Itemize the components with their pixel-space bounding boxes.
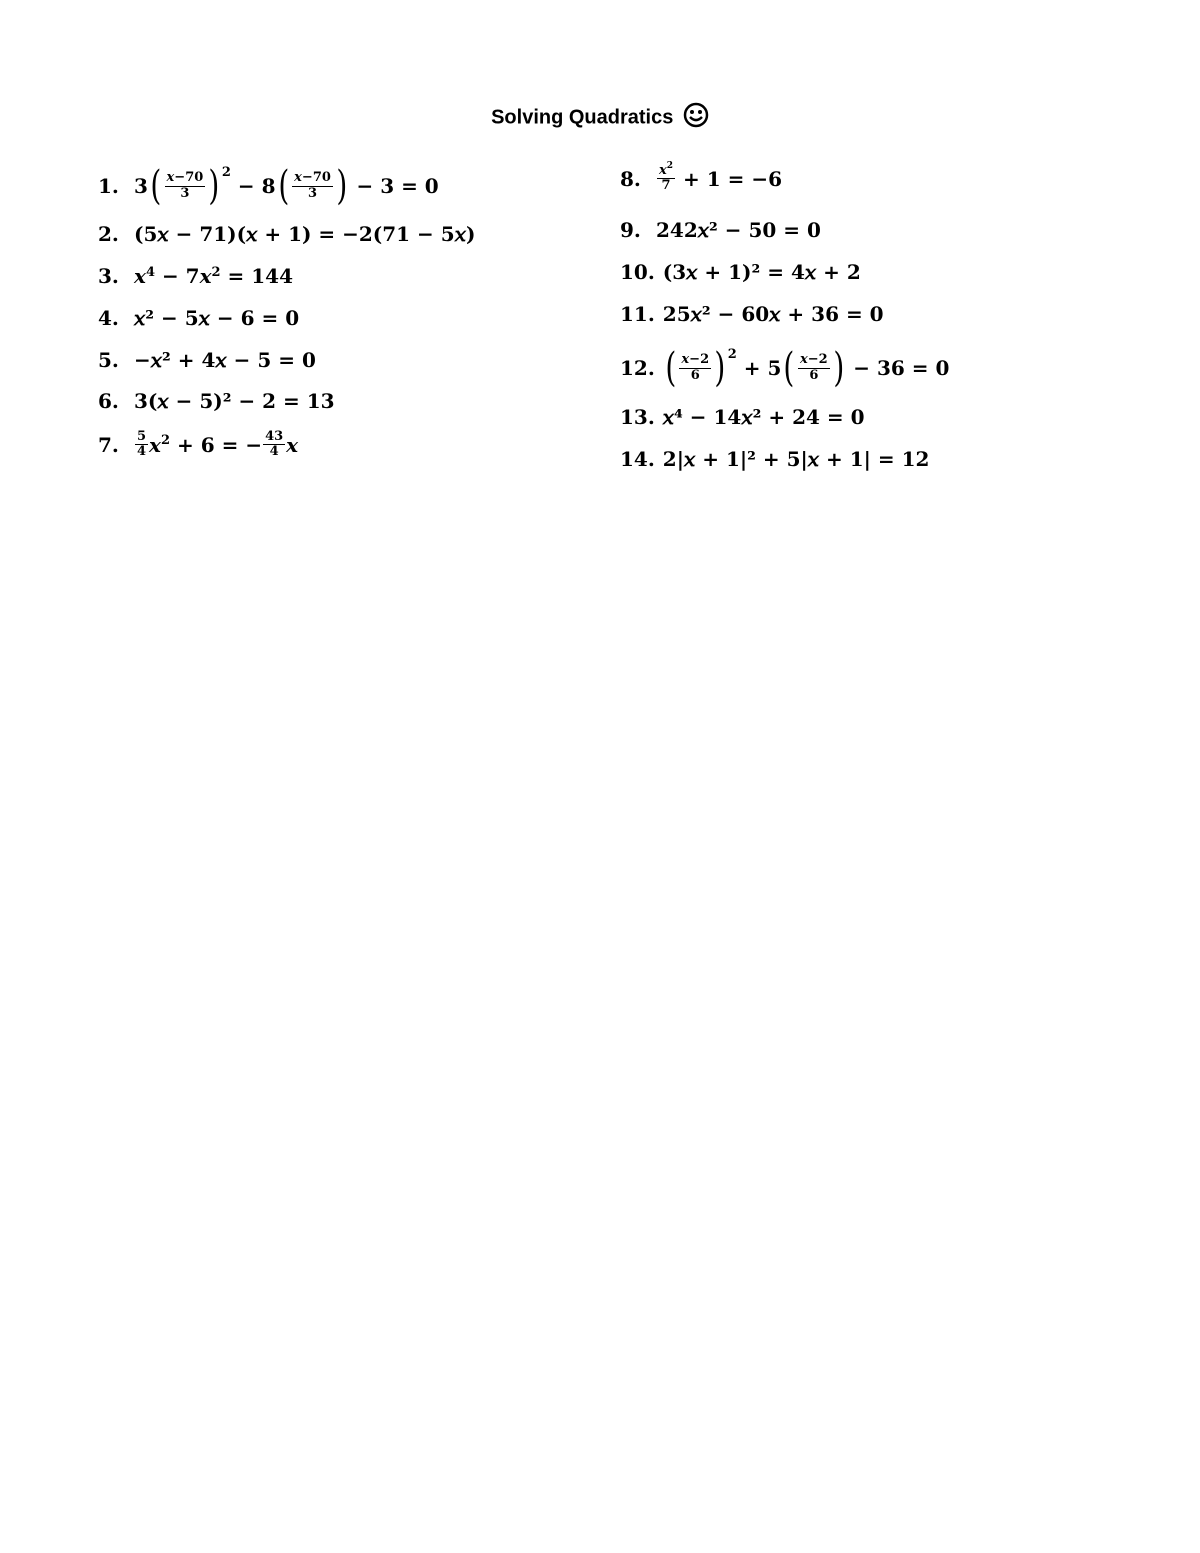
problem-9 (620, 218, 821, 242)
problem-5 (98, 348, 316, 372)
equation: 3 ( $\frac{x-70}{3}$ ) $^2$ − 8 ( $\frac{x-70}{3}$ ) − 3 = 0 (134, 163, 439, 209)
equation: −𝑥² + 4𝑥 − 5 = 0 (134, 348, 316, 372)
problem-number: 13. (620, 405, 655, 429)
problem-8 (620, 161, 782, 194)
smiley-icon (683, 102, 709, 134)
equation: $\frac{5}{4}$ x $^2$ + 6 = − $\frac{43}{4}$ x (137, 429, 299, 460)
problem-number: 2. (98, 222, 119, 246)
problem-number: 5. (98, 348, 119, 372)
problem-number: 1. (98, 174, 119, 198)
problem-4 (98, 306, 299, 330)
equation: (3𝑥 + 1)² = 4𝑥 + 2 (662, 260, 861, 284)
problem-2 (98, 222, 475, 246)
problem-number: 3. (98, 264, 119, 288)
problem-14 (620, 447, 929, 471)
problem-number: 14. (620, 447, 655, 471)
problem-12 (620, 345, 950, 391)
problem-number: 9. (620, 218, 641, 242)
problem-number: 11. (620, 302, 655, 326)
problem-number: 7. (98, 432, 119, 457)
problem-1 (98, 163, 439, 209)
equation: x $^4$ − 7 x $^2$ = 144 (134, 264, 294, 288)
problem-10 (620, 260, 861, 284)
equation: ( $\frac{x-2}{6}$ ) $^2$ + 5 ( $\frac{x-2}{6}$ ) − 36 = 0 (665, 345, 950, 391)
equation: 𝑥⁴ − 14𝑥² + 24 = 0 (662, 405, 865, 429)
equation: 2|𝑥 + 1|² + 5|𝑥 + 1| = 12 (662, 447, 930, 471)
equation: 25𝑥² − 60𝑥 + 36 = 0 (662, 302, 884, 326)
problem-number: 10. (620, 260, 655, 284)
problem-number: 4. (98, 306, 119, 330)
equation: 𝑥² − 5𝑥 − 6 = 0 (134, 306, 300, 330)
problem-11 (620, 302, 884, 326)
problem-13 (620, 405, 865, 429)
problem-number: 12. (620, 356, 655, 380)
page-title (0, 102, 1200, 134)
problem-3 (98, 264, 293, 288)
problem-number: 8. (620, 166, 641, 191)
equation: $\frac{x^2}{7}$ + 1 = −6 (659, 161, 782, 194)
equation: (5𝑥 − 71)(𝑥 + 1) = −2(71 − 5𝑥) (134, 222, 476, 246)
title-text: Solving Quadratics (491, 106, 674, 129)
equation: 242𝑥² − 50 = 0 (656, 218, 821, 242)
problem-6 (98, 389, 335, 413)
equation: 3(𝑥 − 5)² − 2 = 13 (134, 389, 335, 413)
problem-7 (98, 430, 298, 460)
problem-number: 6. (98, 389, 119, 413)
